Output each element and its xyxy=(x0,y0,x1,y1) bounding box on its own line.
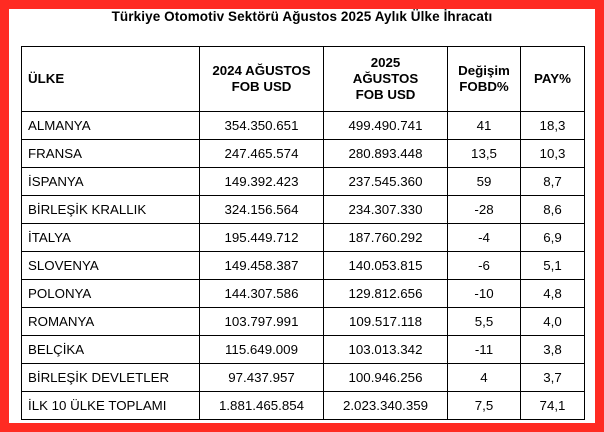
table-row xyxy=(22,168,585,196)
cell-country: İLK 10 ÜLKE TOPLAMI xyxy=(22,392,200,420)
cell-fob-2025: 140.053.815 xyxy=(324,252,448,280)
cell-country: İTALYA xyxy=(22,224,200,252)
cell-change: -11 xyxy=(448,336,521,364)
cell-share: 8,7 xyxy=(521,168,585,196)
cell-change: 5,5 xyxy=(448,308,521,336)
header-fob-2025-line: FOB USD xyxy=(355,87,416,102)
cell-fob-2025: 100.946.256 xyxy=(324,364,448,392)
cell-country: BİRLEŞİK DEVLETLER xyxy=(22,364,200,392)
table-row xyxy=(22,252,585,280)
cell-fob-2025: 280.893.448 xyxy=(324,140,448,168)
header-change-line: FOBD% xyxy=(459,79,509,94)
table-row xyxy=(22,392,585,420)
header-row xyxy=(22,47,585,112)
table-row xyxy=(22,336,585,364)
header-change-line: Değişim xyxy=(458,63,510,78)
cell-fob-2024: 103.797.991 xyxy=(200,308,324,336)
cell-fob-2025: 234.307.330 xyxy=(324,196,448,224)
cell-change: 7,5 xyxy=(448,392,521,420)
header-share: PAY% xyxy=(521,47,585,112)
header-change xyxy=(448,47,521,112)
table-row xyxy=(22,364,585,392)
cell-change: 59 xyxy=(448,168,521,196)
cell-share: 8,6 xyxy=(521,196,585,224)
cell-country: İSPANYA xyxy=(22,168,200,196)
cell-country: POLONYA xyxy=(22,280,200,308)
table-row xyxy=(22,112,585,140)
table-row xyxy=(22,196,585,224)
cell-country: FRANSA xyxy=(22,140,200,168)
cell-share: 6,9 xyxy=(521,224,585,252)
cell-change: -6 xyxy=(448,252,521,280)
cell-country: ROMANYA xyxy=(22,308,200,336)
table-row xyxy=(22,140,585,168)
cell-fob-2024: 324.156.564 xyxy=(200,196,324,224)
cell-fob-2025: 187.760.292 xyxy=(324,224,448,252)
header-fob-2024-line: 2024 AĞUSTOS xyxy=(212,63,311,78)
cell-fob-2024: 247.465.574 xyxy=(200,140,324,168)
header-fob-2025-line: AĞUSTOS xyxy=(352,71,419,86)
cell-share: 74,1 xyxy=(521,392,585,420)
header-fob-2024 xyxy=(200,47,324,112)
cell-share: 4,0 xyxy=(521,308,585,336)
cell-fob-2025: 499.490.741 xyxy=(324,112,448,140)
cell-fob-2024: 97.437.957 xyxy=(200,364,324,392)
header-fob-2025 xyxy=(324,47,448,112)
cell-change: -10 xyxy=(448,280,521,308)
cell-change: 13,5 xyxy=(448,140,521,168)
cell-fob-2025: 237.545.360 xyxy=(324,168,448,196)
cell-change: -28 xyxy=(448,196,521,224)
cell-fob-2024: 149.458.387 xyxy=(200,252,324,280)
cell-change: -4 xyxy=(448,224,521,252)
cell-fob-2024: 149.392.423 xyxy=(200,168,324,196)
cell-fob-2025: 103.013.342 xyxy=(324,336,448,364)
cell-share: 4,8 xyxy=(521,280,585,308)
table-body xyxy=(22,112,585,420)
cell-country: ALMANYA xyxy=(22,112,200,140)
cell-fob-2025: 109.517.118 xyxy=(324,308,448,336)
cell-share: 3,7 xyxy=(521,364,585,392)
cell-share: 5,1 xyxy=(521,252,585,280)
cell-country: BELÇİKA xyxy=(22,336,200,364)
cell-fob-2024: 1.881.465.854 xyxy=(200,392,324,420)
header-fob-2025-line: 2025 xyxy=(370,55,401,70)
table-row xyxy=(22,280,585,308)
table-row xyxy=(22,224,585,252)
cell-fob-2024: 195.449.712 xyxy=(200,224,324,252)
page-title: Türkiye Otomotiv Sektörü Ağustos 2025 Aylık Ülke İhracatı xyxy=(111,9,493,24)
cell-change: 4 xyxy=(448,364,521,392)
cell-change: 41 xyxy=(448,112,521,140)
cell-fob-2024: 354.350.651 xyxy=(200,112,324,140)
table-row xyxy=(22,308,585,336)
header-fob-2024-line: FOB USD xyxy=(231,79,292,94)
cell-fob-2024: 115.649.009 xyxy=(200,336,324,364)
header-country: ÜLKE xyxy=(22,47,200,112)
export-table xyxy=(21,46,585,420)
cell-fob-2025: 2.023.340.359 xyxy=(324,392,448,420)
cell-country: SLOVENYA xyxy=(22,252,200,280)
cell-share: 3,8 xyxy=(521,336,585,364)
cell-country: BİRLEŞİK KRALLIK xyxy=(22,196,200,224)
cell-share: 18,3 xyxy=(521,112,585,140)
cell-share: 10,3 xyxy=(521,140,585,168)
cell-fob-2024: 144.307.586 xyxy=(200,280,324,308)
cell-fob-2025: 129.812.656 xyxy=(324,280,448,308)
